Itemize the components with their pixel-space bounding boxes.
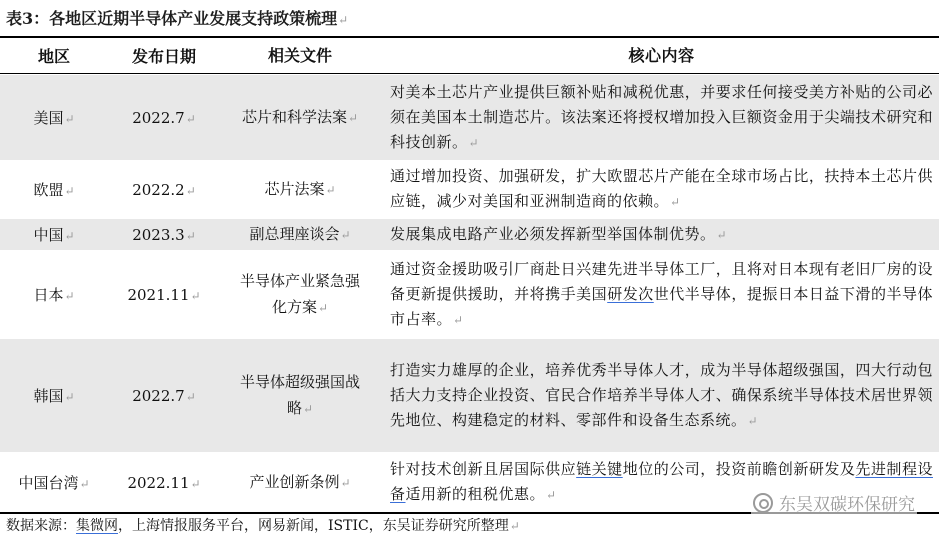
underlined-term: 研发次 [607,284,654,303]
region-cell: 日本↵ [33,286,75,304]
region-cell: 中国台湾↵ [18,474,90,492]
document-cell: 芯片法案↵ [264,180,336,198]
table-row [0,250,939,338]
region-cell: 美国↵ [33,109,75,127]
document-cell: 半导体产业紧急强化方案↵ [239,272,360,316]
date-cell: 2022.2↵ [132,180,196,199]
table-title: 表3：各地区近期半导体产业发展支持政策梳理↵ [6,9,349,28]
content-cell: 针对技术创新且居国际供应链关键地位的公司，投资前瞻创新研发及先进制程设备适用新的租税优惠。↵ [390,460,933,503]
wechat-account-icon [753,493,773,513]
header-document: 相关文件 [267,45,332,65]
document-cell: 半导体超级强国战略↵ [239,373,360,417]
data-source-note: 数据来源：集微网，上海情报服务平台，网易新闻，ISTIC，东吴证券研究所整理↵ [6,518,520,534]
content-cell: 通过资金援助吸引厂商赴日兴建先进半导体工厂，且将对日本现有老旧厂房的设备更新提供援助，并将携手美国研发次世代半导体，提振日本日益下滑的半导体市占率。↵ [390,259,933,328]
document-cell: 芯片和科学法案↵ [241,108,359,126]
region-cell: 欧盟↵ [33,181,75,199]
document-cell: 产业创新条例↵ [249,473,351,491]
table-row [0,338,939,452]
date-cell: 2022.7↵ [132,386,196,405]
table-row [0,218,939,250]
underlined-term: 先进制程设备 [390,460,933,503]
date-cell: 2021.11↵ [127,285,201,304]
content-cell: 通过增加投资、加强研发，扩大欧盟芯片产能在全球市场占比，扶持本土芯片供应链，减少对美国和亚洲制造商的依赖。↵ [390,167,933,210]
document-cell: 副总理座谈会↵ [249,225,351,243]
table-row [0,74,939,160]
date-cell: 2022.7↵ [132,108,196,127]
header-date: 发布日期 [131,47,196,66]
table-row [0,160,939,218]
watermark [751,490,917,515]
date-cell: 2022.11↵ [127,473,201,492]
underlined-term: 链关键 [576,460,623,478]
content-cell: 发展集成电路产业必须发挥新型举国体制优势。↵ [390,224,728,243]
region-cell: 韩国↵ [33,387,75,405]
header-region: 地区 [37,47,70,66]
header-content: 核心内容 [628,46,695,65]
table-header-row [0,38,939,74]
region-cell: 中国↵ [33,226,75,244]
date-cell: 2023.3↵ [132,225,196,244]
watermark-text: 东吴双碳环保研究 [779,495,915,515]
source-link[interactable]: 集微网 [76,518,118,534]
content-cell: 打造实力雄厚的企业，培养优秀半导体人才，成为半导体超级强国，四大行动包括大力支持企业投资、官民合作培养半导体人才、确保系统半导体技术居世界领先地位、构建稳定的材料、零部件和设备生态系统。↵ [390,360,933,429]
policy-table [0,36,939,514]
content-cell: 对美本土芯片产业提供巨额补贴和减税优惠，并要求任何接受美方补贴的公司必须在美国本土制造芯片。该法案还将授权增加投入巨额资金用于尖端技术研究和科技创新。↵ [390,82,933,151]
